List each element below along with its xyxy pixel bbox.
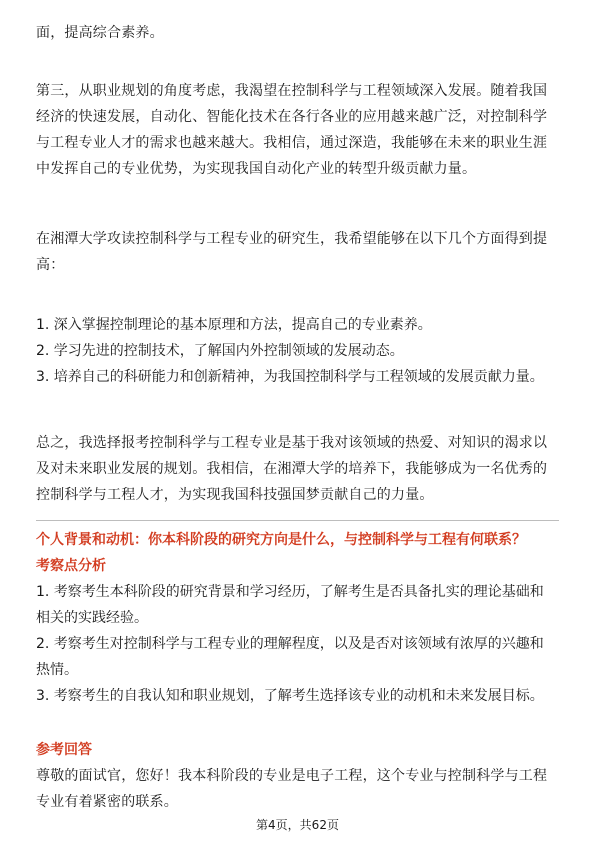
- list-item: 2. 考察考生对控制科学与工程专业的理解程度，以及是否对该领域有浓厚的兴趣和: [36, 636, 544, 652]
- question-title: 个人背景和动机：你本科阶段的研究方向是什么，与控制科学与工程有何联系？: [36, 532, 526, 548]
- answer-paragraph: [36, 763, 561, 815]
- paragraph-career: [36, 78, 561, 182]
- goals-list: [36, 312, 561, 390]
- paragraph-line: 控制科学与工程人才，为实现我国科技强国梦贡献自己的力量。: [36, 487, 434, 503]
- paragraph-line: 第三，从职业规划的角度考虑，我渴望在控制科学与工程领域深入发展。随着我国: [36, 83, 548, 99]
- list-item: 3. 考察考生的自我认知和职业规划，了解考生选择该专业的动机和未来发展目标。: [36, 688, 544, 704]
- section-divider: [36, 520, 559, 521]
- paragraph-line: 专业有着紧密的联系。: [36, 794, 178, 810]
- page-number: 第4页，共62页: [256, 818, 339, 832]
- analysis-list: [36, 579, 561, 709]
- paragraph-line: 尊敬的面试官，您好！我本科阶段的专业是电子工程，这个专业与控制科学与工程: [36, 768, 548, 784]
- paragraph-goals: [36, 226, 561, 278]
- paragraph-line: 经济的快速发展，自动化、智能化技术在各行各业的应用越来越广泛，对控制科学: [36, 109, 548, 125]
- list-item: 热情。: [36, 662, 78, 678]
- list-item: 3. 培养自己的科研能力和创新精神，为我国控制科学与工程领域的发展贡献力量。: [36, 369, 544, 385]
- paragraph-line: 中发挥自己的专业优势，为实现我国自动化产业的转型升级贡献力量。: [36, 161, 477, 177]
- paragraph-line: 与工程专业人才的需求也越来越大。我相信，通过深造，我能够在未来的职业生涯: [36, 135, 548, 151]
- list-item: 1. 深入掌握控制理论的基本原理和方法，提高自己的专业素养。: [36, 317, 432, 333]
- list-item: 1. 考察考生本科阶段的研究背景和学习经历，了解考生是否具备扎实的理论基础和: [36, 584, 544, 600]
- paragraph-line: 在湘潭大学攻读控制科学与工程专业的研究生，我希望能够在以下几个方面得到提: [36, 231, 548, 247]
- paragraph-continuation: 面，提高综合素养。: [36, 25, 164, 41]
- list-item: 相关的实践经验。: [36, 610, 148, 626]
- paragraph-conclusion: [36, 430, 561, 508]
- paragraph-line: 高：: [36, 257, 65, 273]
- analysis-heading: 考察点分析: [36, 558, 106, 574]
- paragraph-line: 及对未来职业发展的规划。我相信，在湘潭大学的培养下，我能够成为一名优秀的: [36, 461, 548, 477]
- answer-heading: 参考回答: [36, 742, 92, 758]
- paragraph-line: 总之，我选择报考控制科学与工程专业是基于我对该领域的热爱、对知识的渴求以: [36, 435, 548, 451]
- list-item: 2. 学习先进的控制技术，了解国内外控制领域的发展动态。: [36, 343, 404, 359]
